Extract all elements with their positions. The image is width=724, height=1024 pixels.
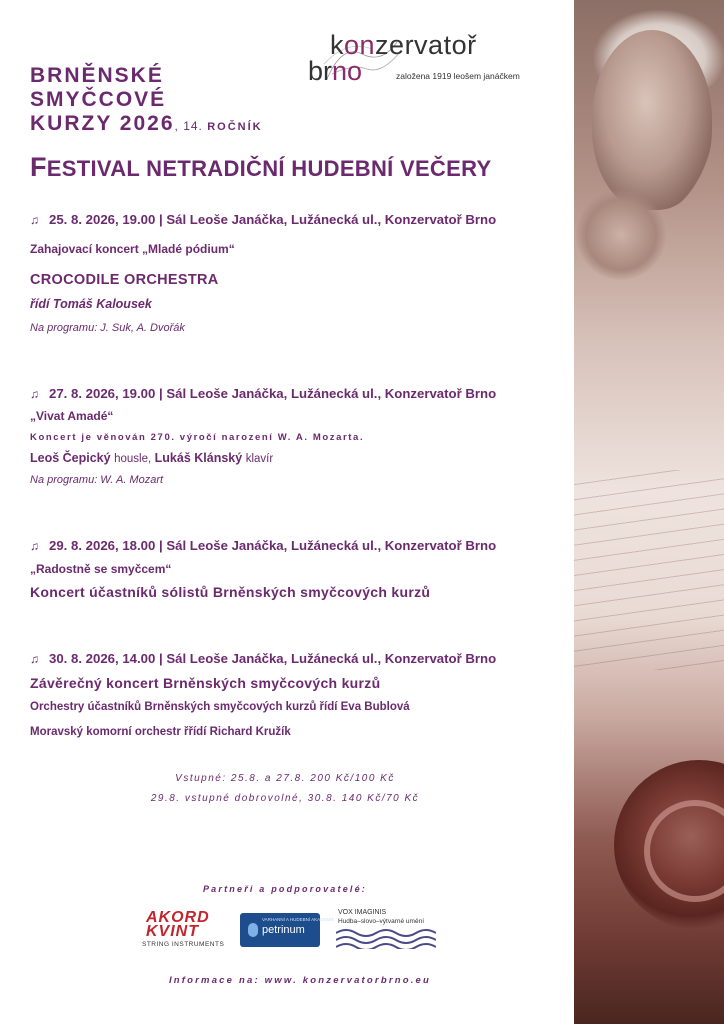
event-2-instrument-2: klavír <box>245 453 274 465</box>
event-4-title: Závěrečný koncert Brněnských smyčcových kurzů <box>30 675 381 691</box>
info-website: Informace na: www. konzervatorbrno.eu <box>168 975 432 986</box>
event-4-orchestra-2: Moravský komorní orchestr řřídí Richard Kružík <box>30 726 291 738</box>
event-3-subtitle: „Radostně se smyčcem“ <box>30 562 172 576</box>
akord-kvint-subtitle: STRING INSTRUMENTS <box>142 941 225 948</box>
petrinum-subtitle: VARHANNÍ A HUDEBNÍ AKADEMIE <box>262 917 335 922</box>
logo-wordmark-top: konzervatoř <box>330 30 477 60</box>
event-2-instrument-1: housle, <box>114 453 152 465</box>
portrait-face <box>592 30 712 210</box>
event-2-performer-2: Lukáš Klánský <box>154 451 243 465</box>
petrinum-wordmark: petrinum <box>262 924 305 936</box>
event-2-subtitle: „Vivat Amadé“ <box>30 409 114 423</box>
event-1-header <box>30 212 496 227</box>
event-2-performers <box>30 451 273 465</box>
music-note-icon: ♫ <box>30 387 39 401</box>
event-2-performer-1: Leoš Čepický <box>30 451 111 465</box>
vox-imaginis-logo <box>336 905 436 951</box>
konzervator-logo <box>308 30 558 90</box>
petrinum-emblem-icon <box>248 923 258 937</box>
akord-kvint-logo <box>142 905 224 951</box>
akord-kvint-wordmark: AKORD KVINT <box>146 909 210 940</box>
petrinum-logo <box>240 913 335 947</box>
music-note-icon: ♫ <box>30 652 39 666</box>
event-4-datetime-venue: 30. 8. 2026, 14.00 | Sál Leoše Janáčka, Lužánecká ul., Konzervatoř Brno <box>49 651 497 666</box>
event-4-header <box>30 651 496 666</box>
logo-tagline: založena 1919 leošem janáčkem <box>396 71 520 81</box>
course-title-line3: KURZY 2026, 14. ROČNÍK <box>30 112 263 135</box>
event-2-program: Na programu: W. A. Mozart <box>30 474 164 486</box>
event-1-datetime-venue: 25. 8. 2026, 19.00 | Sál Leoše Janáčka, Lužánecká ul., Konzervatoř Brno <box>49 212 497 227</box>
course-title-line1: BRNĚNSKÉ <box>30 64 164 87</box>
music-note-icon: ♫ <box>30 539 39 553</box>
edition-number: 14. <box>183 119 203 133</box>
vox-imaginis-subtitle: Hudba–slovo–výtvarné umění <box>338 918 424 925</box>
festival-title: FESTIVAL NETRADIČNÍ HUDEBNÍ VEČERY <box>30 152 492 182</box>
event-3-datetime-venue: 29. 8. 2026, 18.00 | Sál Leoše Janáčka, Lužánecká ul., Konzervatoř Brno <box>49 538 497 553</box>
prices-line-2: 29.8. vstupné dobrovolné, 30.8. 140 Kč/70 Kč <box>150 793 420 804</box>
side-photo-collage <box>574 0 724 1024</box>
prices-line-1: Vstupné: 25.8. a 27.8. 200 Kč/100 Kč <box>175 773 395 784</box>
course-title-line2: SMYČCOVÉ <box>30 88 167 111</box>
event-2-header <box>30 386 496 401</box>
event-2-dedication: Koncert je věnován 270. výročí narození W. A. Mozarta. <box>30 432 365 443</box>
music-score-background <box>574 470 724 670</box>
partners-title: Partneři a podporovatelé: <box>202 884 368 894</box>
vox-imaginis-wordmark: VOX IMAGINIS <box>338 909 387 916</box>
event-1-subtitle: Zahajovací koncert „Mladé pódium“ <box>30 242 235 256</box>
portrait-hand <box>576 190 666 280</box>
logo-wordmark-bottom: brno <box>308 56 363 86</box>
event-1-performer: CROCODILE ORCHESTRA <box>30 272 219 288</box>
event-4-orchestra-1: Orchestry účastníků Brněnských smyčcových kurzů řídí Eva Bublová <box>30 701 410 713</box>
event-1-conductor: řídí Tomáš Kalousek <box>30 297 152 311</box>
music-note-icon: ♫ <box>30 213 39 227</box>
wave-icon <box>336 927 436 949</box>
event-3-title: Koncert účastníků sólistů Brněnských smyčcových kurzů <box>30 584 431 600</box>
course-title <box>30 64 263 139</box>
event-2-datetime-venue: 27. 8. 2026, 19.00 | Sál Leoše Janáčka, Lužánecká ul., Konzervatoř Brno <box>49 386 497 401</box>
event-3-header <box>30 538 496 553</box>
event-1-program: Na programu: J. Suk, A. Dvořák <box>30 322 185 334</box>
